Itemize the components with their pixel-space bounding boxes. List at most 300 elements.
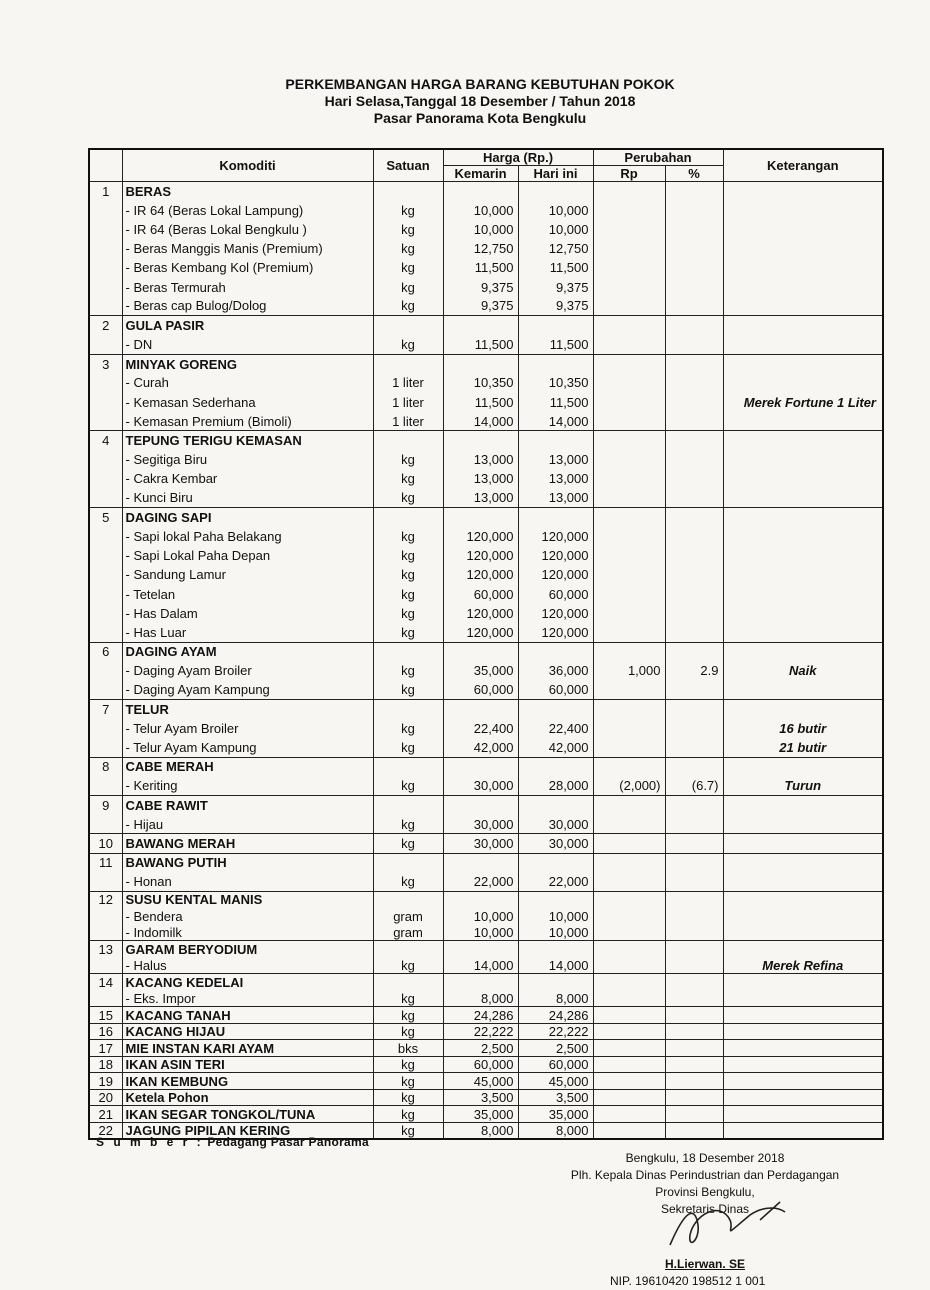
price-today: 22,222 (518, 1023, 593, 1040)
unit-cell: kg (373, 680, 443, 699)
remark-cell (723, 258, 883, 277)
unit-cell: kg (373, 1106, 443, 1123)
change-pct (665, 700, 723, 719)
remark-cell (723, 834, 883, 853)
unit-cell: kg (373, 1023, 443, 1040)
item-row (89, 815, 883, 834)
price-yesterday: 22,000 (443, 872, 518, 891)
remark-cell (723, 565, 883, 584)
title-line-2: Hari Selasa,Tanggal 18 Desember / Tahun 2018 (324, 93, 636, 109)
change-pct (665, 182, 723, 201)
price-yesterday (443, 796, 518, 815)
row-number (89, 373, 122, 392)
remark-cell (723, 815, 883, 834)
row-number (89, 815, 122, 834)
change-pct (665, 450, 723, 469)
unit-cell: kg (373, 1007, 443, 1024)
unit-cell: kg (373, 815, 443, 834)
change-pct (665, 508, 723, 527)
unit-cell (373, 508, 443, 527)
place-date: Bengkulu, 18 Desember 2018 (625, 1151, 785, 1165)
row-number (89, 277, 122, 296)
price-yesterday: 24,286 (443, 1007, 518, 1024)
price-yesterday: 8,000 (443, 1122, 518, 1139)
commodity-group-name: Ketela Pohon (122, 1089, 373, 1106)
remark-cell (723, 796, 883, 815)
price-today: 120,000 (518, 623, 593, 642)
remark-cell (723, 239, 883, 258)
commodity-item-name: - IR 64 (Beras Lokal Lampung) (122, 201, 373, 220)
remark-cell: Merek Fortune 1 Liter (723, 393, 883, 412)
remark-cell (723, 335, 883, 354)
commodity-item-name: - Has Dalam (122, 604, 373, 623)
unit-cell: kg (373, 623, 443, 642)
change-pct (665, 604, 723, 623)
item-row (89, 604, 883, 623)
commodity-item-name: - Cakra Kembar (122, 469, 373, 488)
unit-cell (373, 642, 443, 661)
price-table-body (89, 182, 883, 1139)
item-row (89, 527, 883, 546)
group-row (89, 941, 883, 958)
unit-cell (373, 182, 443, 201)
change-rp (593, 565, 665, 584)
price-today (518, 431, 593, 450)
change-rp (593, 815, 665, 834)
change-pct (665, 239, 723, 258)
unit-cell (373, 700, 443, 719)
unit-cell: 1 liter (373, 412, 443, 431)
row-number: 21 (89, 1106, 122, 1123)
signer-position-3: Sekretaris Dinas (660, 1202, 750, 1216)
price-table (88, 148, 884, 1140)
header-keterangan: Keterangan (723, 149, 883, 182)
signer-position-1: Plh. Kepala Dinas Perindustrian dan Perdagangan (570, 1168, 840, 1182)
unit-cell: kg (373, 834, 443, 853)
commodity-item-name: - Indomilk (122, 924, 373, 941)
change-pct (665, 757, 723, 776)
change-pct (665, 941, 723, 958)
change-rp (593, 182, 665, 201)
change-rp (593, 700, 665, 719)
price-today: 36,000 (518, 661, 593, 680)
price-today: 120,000 (518, 565, 593, 584)
row-number (89, 957, 122, 974)
remark-cell (723, 941, 883, 958)
unit-cell: kg (373, 661, 443, 680)
item-row (89, 335, 883, 354)
row-number (89, 565, 122, 584)
row-number (89, 393, 122, 412)
change-rp (593, 1106, 665, 1123)
commodity-item-name: - Keriting (122, 776, 373, 795)
item-row (89, 297, 883, 316)
remark-cell (723, 872, 883, 891)
unit-cell: kg (373, 738, 443, 757)
commodity-item-name: - DN (122, 335, 373, 354)
commodity-item-name: - Honan (122, 872, 373, 891)
item-row (89, 680, 883, 699)
change-pct (665, 623, 723, 642)
item-row (89, 957, 883, 974)
price-today (518, 757, 593, 776)
price-yesterday: 10,350 (443, 373, 518, 392)
group-row (89, 316, 883, 335)
remark-cell (723, 908, 883, 925)
remark-cell (723, 546, 883, 565)
change-rp (593, 853, 665, 872)
change-pct (665, 1122, 723, 1139)
unit-cell: kg (373, 1073, 443, 1090)
price-yesterday: 8,000 (443, 990, 518, 1007)
change-pct (665, 201, 723, 220)
group-row (89, 1007, 883, 1024)
row-number (89, 297, 122, 316)
price-yesterday (443, 700, 518, 719)
change-rp (593, 891, 665, 908)
remark-cell (723, 623, 883, 642)
price-today: 13,000 (518, 469, 593, 488)
row-number: 5 (89, 508, 122, 527)
price-today (518, 316, 593, 335)
price-today (518, 642, 593, 661)
remark-cell (723, 182, 883, 201)
commodity-group-name: BAWANG PUTIH (122, 853, 373, 872)
remark-cell (723, 373, 883, 392)
commodity-item-name: - Has Luar (122, 623, 373, 642)
row-number: 2 (89, 316, 122, 335)
row-number: 19 (89, 1073, 122, 1090)
price-today: 13,000 (518, 450, 593, 469)
change-pct: (6.7) (665, 776, 723, 795)
row-number: 16 (89, 1023, 122, 1040)
group-row (89, 796, 883, 815)
unit-cell (373, 891, 443, 908)
price-today: 28,000 (518, 776, 593, 795)
price-today: 120,000 (518, 527, 593, 546)
change-rp (593, 1023, 665, 1040)
price-yesterday: 35,000 (443, 661, 518, 680)
row-number (89, 990, 122, 1007)
change-rp (593, 974, 665, 991)
change-rp (593, 680, 665, 699)
header-satuan: Satuan (373, 149, 443, 182)
item-row (89, 719, 883, 738)
price-today: 10,000 (518, 924, 593, 941)
price-yesterday: 22,400 (443, 719, 518, 738)
change-rp (593, 1007, 665, 1024)
row-number (89, 872, 122, 891)
remark-cell (723, 757, 883, 776)
row-number (89, 623, 122, 642)
group-row (89, 1056, 883, 1073)
change-pct (665, 1040, 723, 1057)
change-pct (665, 990, 723, 1007)
price-today: 10,000 (518, 201, 593, 220)
row-number: 13 (89, 941, 122, 958)
row-number (89, 220, 122, 239)
change-rp (593, 623, 665, 642)
commodity-item-name: - Sapi lokal Paha Belakang (122, 527, 373, 546)
row-number: 3 (89, 354, 122, 373)
change-rp (593, 220, 665, 239)
item-row (89, 908, 883, 925)
price-today (518, 508, 593, 527)
row-number (89, 924, 122, 941)
unit-cell: kg (373, 277, 443, 296)
unit-cell (373, 757, 443, 776)
remark-cell (723, 277, 883, 296)
remark-cell (723, 354, 883, 373)
price-yesterday: 30,000 (443, 776, 518, 795)
unit-cell: kg (373, 957, 443, 974)
price-yesterday: 11,500 (443, 258, 518, 277)
item-row (89, 220, 883, 239)
row-number (89, 546, 122, 565)
row-number: 10 (89, 834, 122, 853)
header-harga: Harga (Rp.) (443, 149, 593, 166)
remark-cell (723, 1073, 883, 1090)
group-row (89, 642, 883, 661)
commodity-item-name: - Halus (122, 957, 373, 974)
item-row (89, 584, 883, 603)
signer-nip: NIP. 19610420 198512 1 001 (610, 1274, 766, 1288)
commodity-group-name: KACANG KEDELAI (122, 974, 373, 991)
item-row (89, 373, 883, 392)
price-yesterday: 42,000 (443, 738, 518, 757)
price-today: 13,000 (518, 489, 593, 508)
commodity-item-name: - Sandung Lamur (122, 565, 373, 584)
remark-cell (723, 853, 883, 872)
price-today (518, 182, 593, 201)
group-row (89, 974, 883, 991)
price-yesterday: 12,750 (443, 239, 518, 258)
change-pct (665, 297, 723, 316)
price-yesterday: 120,000 (443, 604, 518, 623)
price-yesterday: 60,000 (443, 1056, 518, 1073)
price-yesterday (443, 941, 518, 958)
commodity-group-name: SUSU KENTAL MANIS (122, 891, 373, 908)
remark-cell (723, 1040, 883, 1057)
price-yesterday: 120,000 (443, 546, 518, 565)
unit-cell (373, 796, 443, 815)
commodity-item-name: - Beras Kembang Kol (Premium) (122, 258, 373, 277)
price-yesterday (443, 354, 518, 373)
price-today (518, 974, 593, 991)
change-rp (593, 834, 665, 853)
row-number (89, 469, 122, 488)
row-number (89, 527, 122, 546)
commodity-group-name: IKAN SEGAR TONGKOL/TUNA (122, 1106, 373, 1123)
price-yesterday: 45,000 (443, 1073, 518, 1090)
commodity-item-name: - Eks. Impor (122, 990, 373, 1007)
price-yesterday: 35,000 (443, 1106, 518, 1123)
unit-cell: kg (373, 450, 443, 469)
item-row (89, 623, 883, 642)
row-number (89, 738, 122, 757)
change-pct (665, 277, 723, 296)
commodity-group-name: BERAS (122, 182, 373, 201)
commodity-item-name: - Daging Ayam Kampung (122, 680, 373, 699)
price-yesterday (443, 316, 518, 335)
price-today (518, 354, 593, 373)
commodity-group-name: GARAM BERYODIUM (122, 941, 373, 958)
remark-cell (723, 489, 883, 508)
change-rp (593, 489, 665, 508)
price-today: 120,000 (518, 604, 593, 623)
change-pct (665, 642, 723, 661)
commodity-item-name: - Tetelan (122, 584, 373, 603)
unit-cell: kg (373, 335, 443, 354)
commodity-item-name: - Kunci Biru (122, 489, 373, 508)
item-row (89, 924, 883, 941)
price-today: 30,000 (518, 815, 593, 834)
change-rp (593, 469, 665, 488)
change-pct (665, 1073, 723, 1090)
change-rp (593, 354, 665, 373)
change-pct (665, 565, 723, 584)
change-rp (593, 201, 665, 220)
remark-cell (723, 891, 883, 908)
change-rp (593, 239, 665, 258)
change-rp: 1,000 (593, 661, 665, 680)
commodity-item-name: - Sapi Lokal Paha Depan (122, 546, 373, 565)
row-number: 11 (89, 853, 122, 872)
row-number (89, 719, 122, 738)
change-pct (665, 220, 723, 239)
change-rp (593, 373, 665, 392)
change-pct (665, 373, 723, 392)
price-yesterday: 120,000 (443, 527, 518, 546)
change-rp (593, 1122, 665, 1139)
price-yesterday (443, 182, 518, 201)
unit-cell: kg (373, 201, 443, 220)
remark-cell: Merek Refina (723, 957, 883, 974)
unit-cell: kg (373, 604, 443, 623)
header-pct: % (665, 166, 723, 182)
change-pct (665, 853, 723, 872)
unit-cell: kg (373, 584, 443, 603)
change-pct (665, 584, 723, 603)
remark-cell (723, 508, 883, 527)
source-value: Pedagang Pasar Panorama (207, 1135, 369, 1149)
commodity-item-name: - Hijau (122, 815, 373, 834)
change-rp (593, 431, 665, 450)
unit-cell (373, 941, 443, 958)
price-today (518, 700, 593, 719)
commodity-group-name: MINYAK GORENG (122, 354, 373, 373)
change-rp (593, 277, 665, 296)
change-pct (665, 680, 723, 699)
remark-cell: Turun (723, 776, 883, 795)
unit-cell: bks (373, 1040, 443, 1057)
commodity-group-name: TELUR (122, 700, 373, 719)
unit-cell (373, 853, 443, 872)
remark-cell (723, 1106, 883, 1123)
change-rp (593, 335, 665, 354)
header-rp: Rp (593, 166, 665, 182)
commodity-item-name: - Bendera (122, 908, 373, 925)
header-kemarin: Kemarin (443, 166, 518, 182)
row-number: 8 (89, 757, 122, 776)
commodity-item-name: - Segitiga Biru (122, 450, 373, 469)
price-yesterday: 10,000 (443, 220, 518, 239)
commodity-item-name: - Kemasan Premium (Bimoli) (122, 412, 373, 431)
item-row (89, 412, 883, 431)
group-row (89, 354, 883, 373)
commodity-item-name: - Beras Termurah (122, 277, 373, 296)
row-number: 1 (89, 182, 122, 201)
unit-cell: kg (373, 1056, 443, 1073)
change-pct (665, 316, 723, 335)
change-pct (665, 335, 723, 354)
change-pct (665, 1056, 723, 1073)
remark-cell (723, 1007, 883, 1024)
price-today: 10,000 (518, 220, 593, 239)
group-row (89, 1089, 883, 1106)
item-row (89, 661, 883, 680)
price-today: 10,350 (518, 373, 593, 392)
remark-cell (723, 297, 883, 316)
remark-cell (723, 604, 883, 623)
change-rp (593, 941, 665, 958)
unit-cell (373, 974, 443, 991)
commodity-group-name: TEPUNG TERIGU KEMASAN (122, 431, 373, 450)
signer-name: H.Lierwan. SE (664, 1257, 746, 1271)
change-rp (593, 1040, 665, 1057)
remark-cell (723, 974, 883, 991)
remark-cell (723, 527, 883, 546)
remark-cell (723, 1023, 883, 1040)
row-number (89, 908, 122, 925)
commodity-item-name: - Beras Manggis Manis (Premium) (122, 239, 373, 258)
row-number: 15 (89, 1007, 122, 1024)
price-yesterday: 13,000 (443, 489, 518, 508)
commodity-group-name: BAWANG MERAH (122, 834, 373, 853)
price-yesterday: 3,500 (443, 1089, 518, 1106)
change-rp (593, 738, 665, 757)
change-rp (593, 872, 665, 891)
price-yesterday (443, 757, 518, 776)
group-row (89, 1023, 883, 1040)
change-rp (593, 527, 665, 546)
unit-cell: kg (373, 990, 443, 1007)
group-row (89, 700, 883, 719)
change-pct (665, 738, 723, 757)
price-yesterday: 11,500 (443, 393, 518, 412)
price-yesterday: 10,000 (443, 201, 518, 220)
source-label: S u m b e r : (96, 1135, 204, 1149)
unit-cell: kg (373, 297, 443, 316)
unit-cell: kg (373, 565, 443, 584)
price-yesterday (443, 974, 518, 991)
group-row (89, 853, 883, 872)
row-number: 12 (89, 891, 122, 908)
change-pct (665, 924, 723, 941)
change-pct (665, 258, 723, 277)
change-pct (665, 527, 723, 546)
price-yesterday (443, 853, 518, 872)
price-yesterday: 14,000 (443, 957, 518, 974)
price-yesterday: 14,000 (443, 412, 518, 431)
price-yesterday: 10,000 (443, 924, 518, 941)
signer-position-2: Provinsi Bengkulu, (655, 1185, 755, 1199)
row-number: 18 (89, 1056, 122, 1073)
row-number (89, 584, 122, 603)
price-today: 60,000 (518, 680, 593, 699)
price-today: 9,375 (518, 297, 593, 316)
row-number (89, 258, 122, 277)
